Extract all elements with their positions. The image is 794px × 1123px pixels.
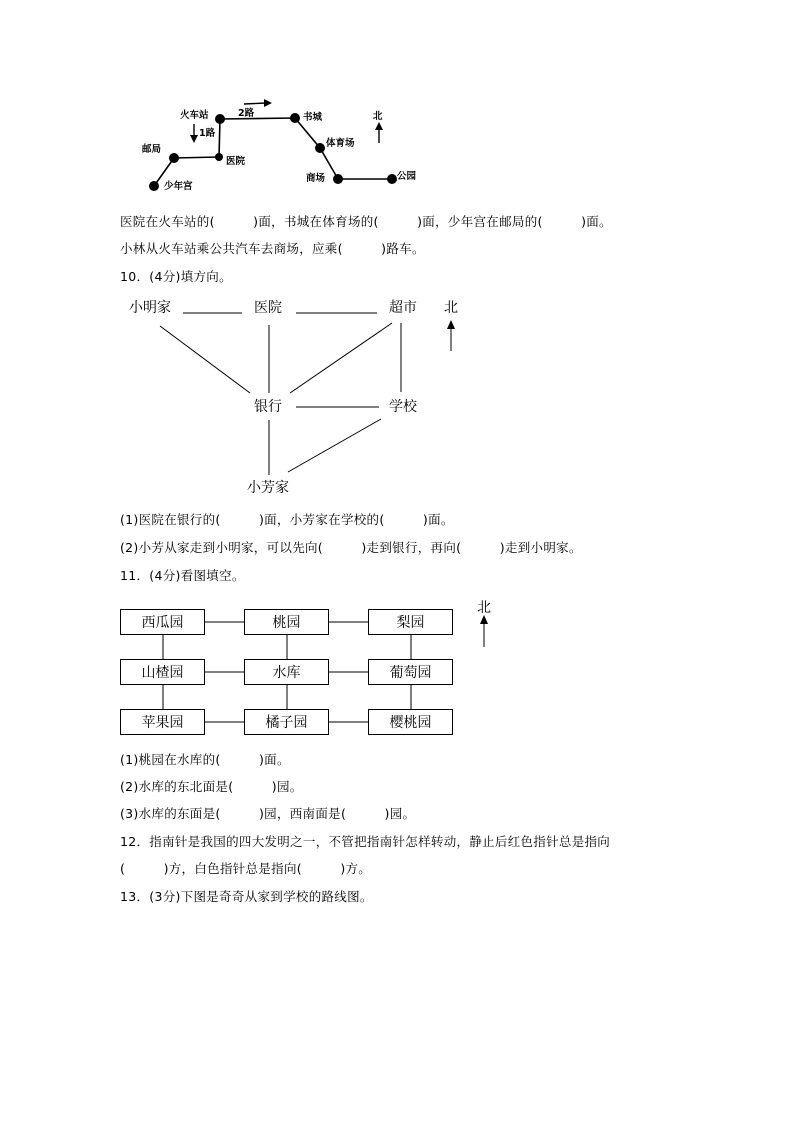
label-park: 公园 [397, 171, 417, 182]
stop-park [387, 174, 397, 184]
stop-post-office [169, 153, 179, 163]
bus-route-map [130, 95, 430, 200]
stop-mall [333, 174, 343, 184]
label-post-office: 邮局 [142, 144, 162, 155]
box-r3c2 [245, 710, 329, 735]
q10-sub2: (2)小芳从家走到小明家，可以先向( )走到银行，再向( )走到小明家。 [120, 540, 582, 555]
stop-train-station [215, 114, 225, 124]
label-supermarket: 超市 [389, 300, 417, 316]
route2-arrowhead-icon [264, 99, 272, 107]
stop-hospital [215, 153, 223, 161]
orchard-label: 山楂园 [141, 665, 184, 681]
box-r1c1 [121, 610, 205, 635]
orchard-label: 苹果园 [141, 715, 184, 731]
line-xiaoming-bank [160, 326, 250, 393]
q10-title: 10．(4分)填方向。 [120, 269, 232, 284]
orchard-grid-map [115, 595, 495, 740]
route-line-1 [219, 119, 220, 157]
direction-map [120, 290, 480, 500]
reservoir-label: 水库 [272, 665, 301, 681]
label-route1: 1路 [199, 128, 216, 139]
orchard-label: 梨园 [396, 615, 425, 631]
box-r3c1 [121, 710, 205, 735]
label-bookstore: 书城 [303, 112, 323, 123]
orchard-label: 西瓜园 [141, 615, 184, 631]
stop-gym [315, 143, 325, 153]
stop-bookstore [290, 113, 300, 123]
q12-line2: ( )方，白色指针总是指向( )方。 [120, 861, 372, 876]
label-mall: 商场 [306, 173, 326, 184]
line-supermarket-bank [290, 323, 392, 393]
label-gym: 体育场 [326, 138, 355, 149]
orchard-label: 葡萄园 [389, 665, 432, 681]
north-arrowhead-icon-2 [447, 320, 455, 329]
q9-line1: 医院在火车站的( )面，书城在体育场的( )面，少年宫在邮局的( )面。 [120, 214, 612, 229]
route-line-post-hospital [174, 157, 219, 158]
stop-youth-palace [149, 181, 159, 191]
box-r1c2 [245, 610, 329, 635]
label-north: 北 [373, 111, 383, 122]
label-hospital-2: 医院 [254, 300, 282, 316]
q11-sub2: (2)水库的东北面是( )园。 [120, 779, 303, 794]
box-r2c1 [121, 660, 205, 685]
box-r3c3 [369, 710, 453, 735]
north-arrowhead-icon [375, 122, 383, 130]
label-xiaoming-home: 小明家 [129, 300, 171, 316]
box-r1c3 [369, 610, 453, 635]
orchard-label: 橘子园 [265, 715, 308, 731]
route-line-main [220, 118, 392, 179]
label-route2: 2路 [238, 108, 255, 119]
box-r2c3 [369, 660, 453, 685]
label-train-station: 火车站 [180, 110, 209, 121]
q12-line1: 12．指南针是我国的四大发明之一，不管把指南针怎样转动，静止后红色指针总是指向 [120, 834, 611, 849]
route2-arrow [244, 103, 266, 104]
line-school-xiaofang [288, 419, 381, 472]
label-north-3: 北 [477, 600, 491, 616]
label-youth-palace: 少年宫 [164, 181, 193, 192]
q11-title: 11．(4分)看图填空。 [120, 568, 245, 583]
orchard-label: 桃园 [272, 615, 301, 631]
q11-sub1: (1)桃园在水库的( )面。 [120, 752, 290, 767]
label-school: 学校 [389, 399, 417, 415]
label-bank: 银行 [254, 399, 282, 415]
q11-sub3: (3)水库的东面是( )园，西南面是( )园。 [120, 806, 416, 821]
q9-line2: 小林从火车站乘公共汽车去商场，应乘( )路车。 [120, 241, 425, 256]
q13-title: 13．(3分)下图是奇奇从家到学校的路线图。 [120, 889, 373, 904]
north-arrowhead-icon-3 [480, 615, 488, 624]
label-xiaofang-home: 小芳家 [247, 480, 289, 496]
q10-sub1: (1)医院在银行的( )面，小芳家在学校的( )面。 [120, 512, 454, 527]
label-hospital: 医院 [226, 156, 246, 167]
box-r2c2 [245, 660, 329, 685]
label-north-2: 北 [444, 300, 458, 316]
route1-arrowhead-icon [190, 135, 198, 143]
orchard-label: 樱桃园 [389, 715, 432, 731]
